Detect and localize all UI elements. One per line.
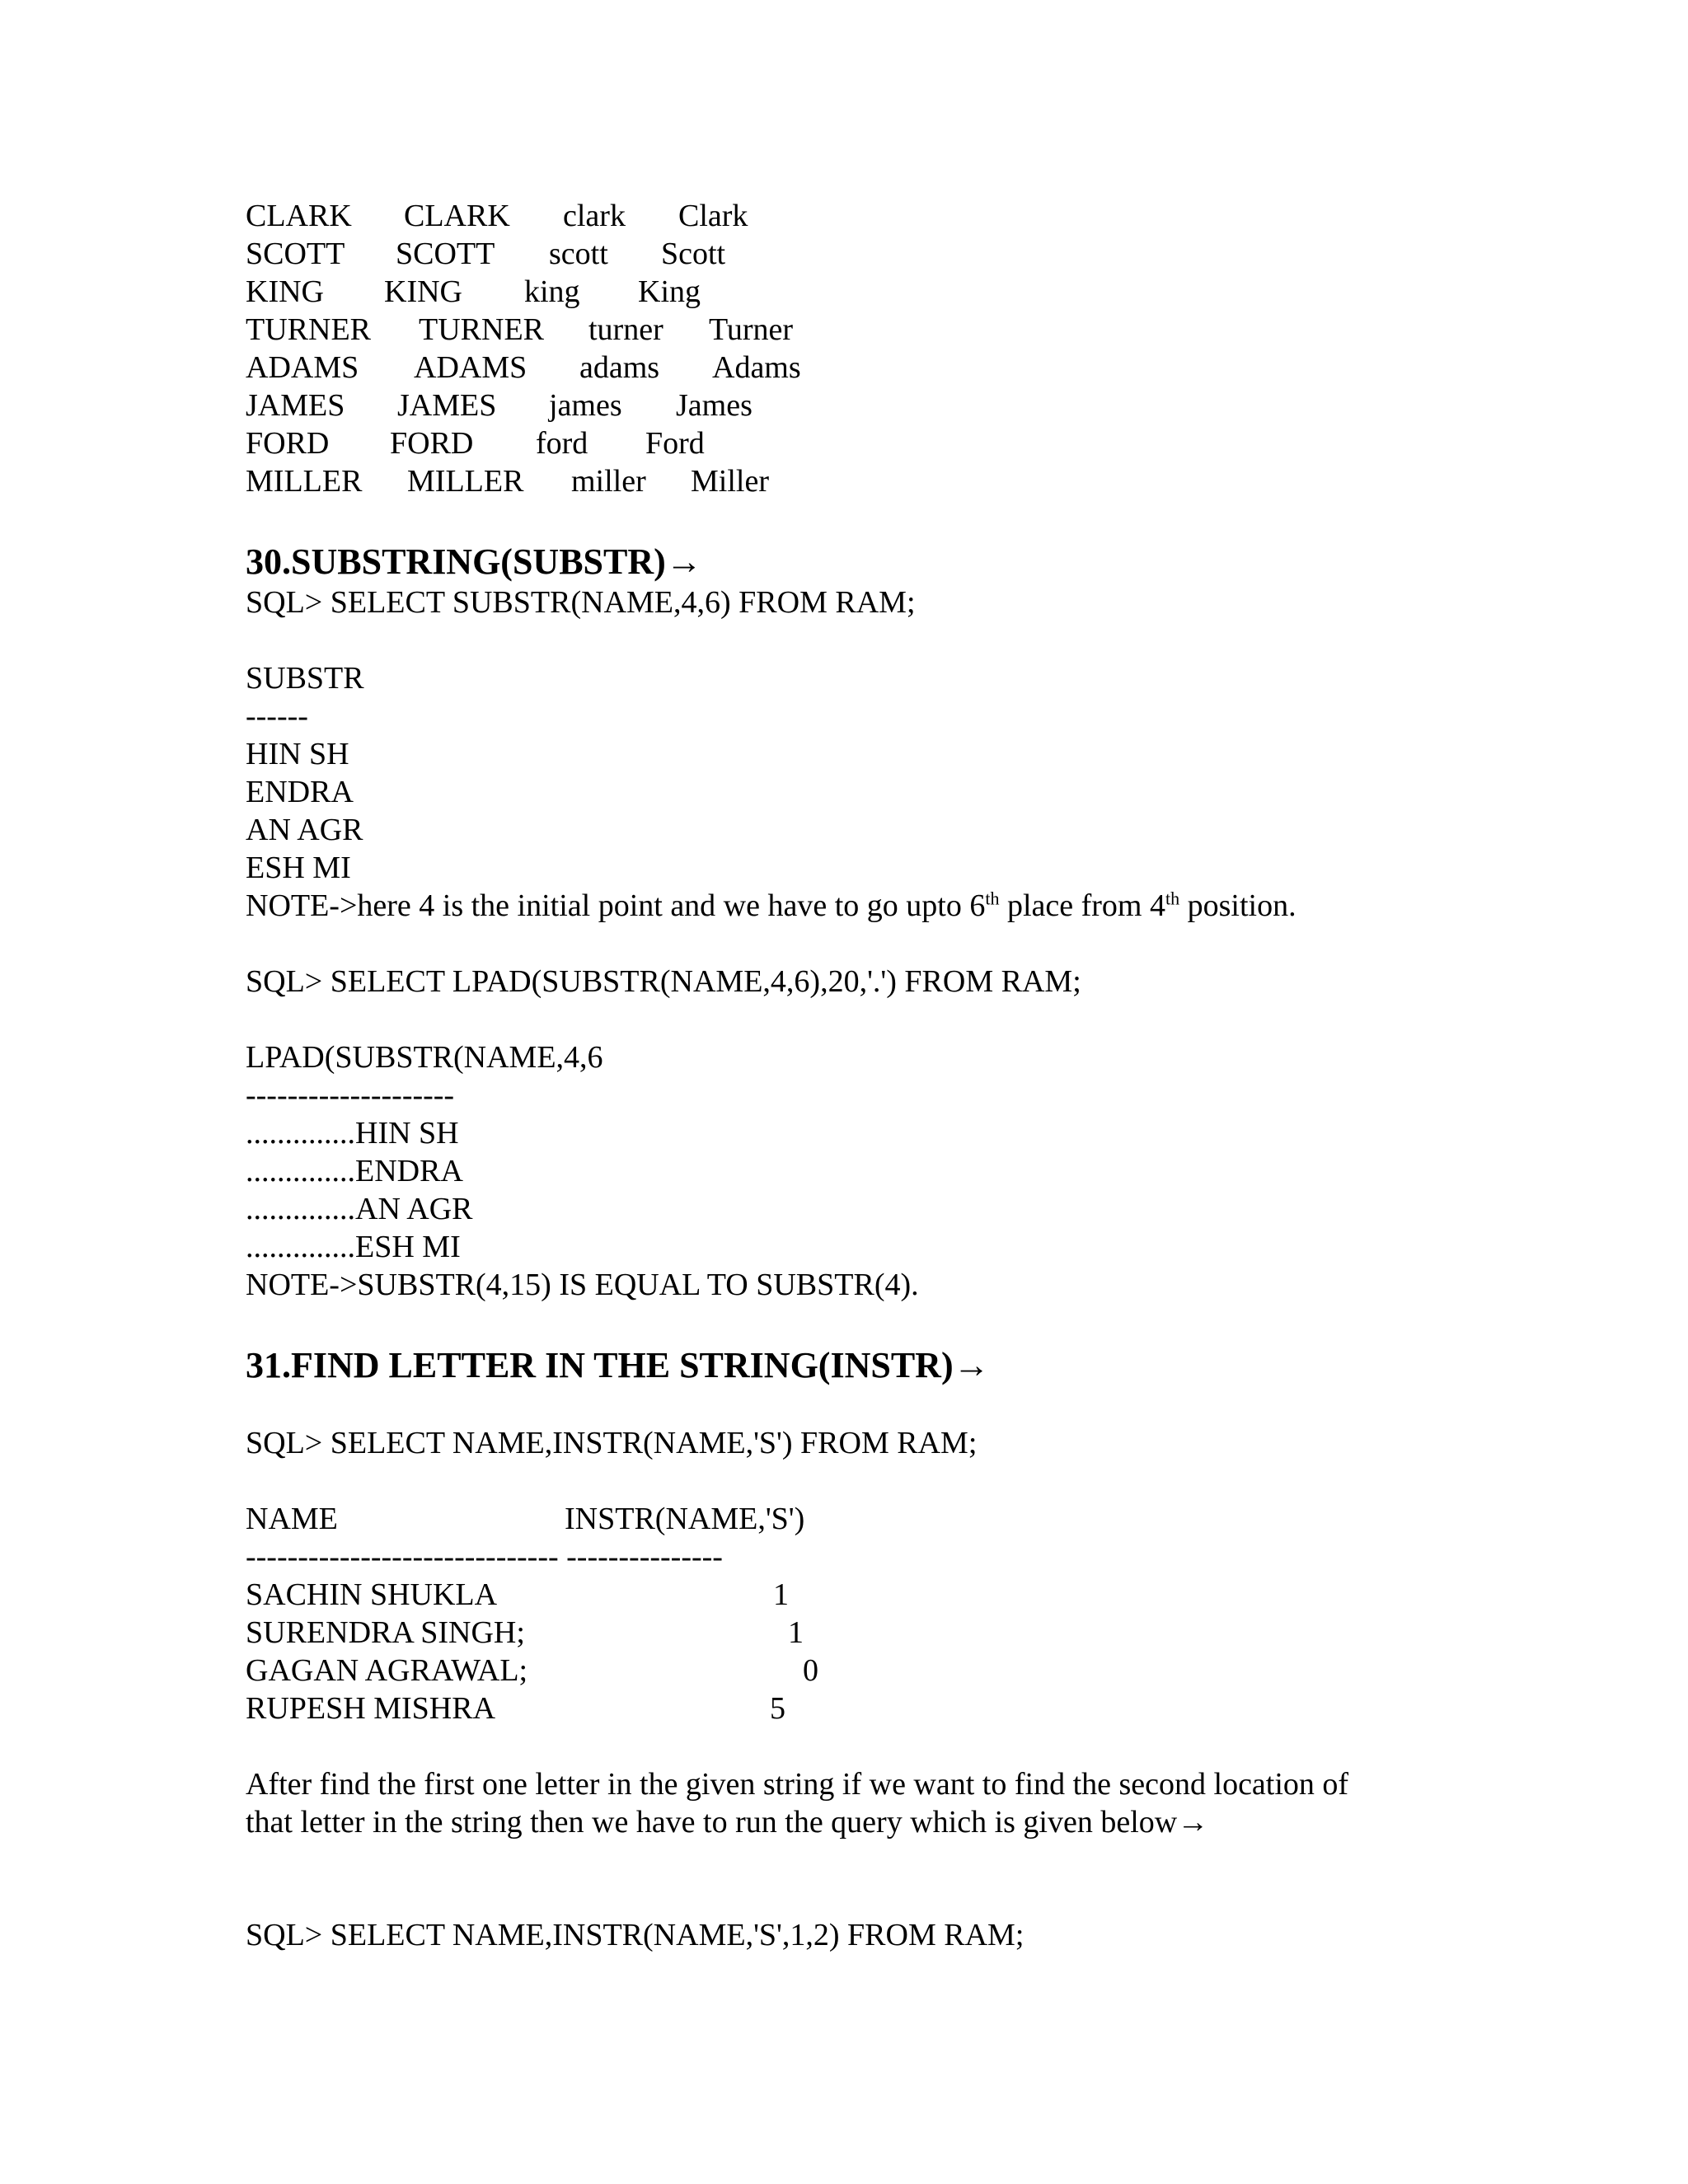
table-cell: 1 xyxy=(788,1615,804,1650)
sql-query: SQL> SELECT NAME,INSTR(NAME,'S',1,2) FROM RAM; xyxy=(246,1918,1025,1952)
note-text: NOTE->SUBSTR(4,15) IS EQUAL TO SUBSTR(4). xyxy=(246,1268,919,1302)
result-row: ..............ENDRA xyxy=(246,1154,463,1188)
table-cell: JAMES xyxy=(246,388,345,423)
table-cell: King xyxy=(638,274,701,309)
table-cell: Ford xyxy=(645,426,705,461)
table-cell: JAMES xyxy=(397,388,497,423)
paragraph-text: that letter in the string then we have to run the query which is given below xyxy=(246,1805,1178,1840)
table-cell: adams xyxy=(579,350,660,385)
table-cell: ADAMS xyxy=(246,350,359,385)
table-cell: FORD xyxy=(246,426,330,461)
table-cell: SCOTT xyxy=(396,237,495,271)
result-row: AN AGR xyxy=(246,813,363,847)
note-part: NOTE->here 4 is the initial point and we have to go upto 6 xyxy=(246,888,986,923)
section-heading-instr xyxy=(246,1344,990,1387)
arrow-right-icon: → xyxy=(1177,1805,1209,1840)
column-separator: ------ xyxy=(246,699,308,733)
table-cell: CLARK xyxy=(404,199,510,233)
sql-query: SQL> SELECT SUBSTR(NAME,4,6) FROM RAM; xyxy=(246,585,916,620)
table-cell: Clark xyxy=(678,199,748,233)
table-cell: SURENDRA SINGH; xyxy=(246,1615,525,1650)
column-header: NAME xyxy=(246,1502,338,1536)
table-cell: clark xyxy=(563,199,626,233)
paragraph-line: After find the first one letter in the given string if we want to find the second location of xyxy=(246,1767,1349,1802)
result-row: ESH MI xyxy=(246,851,351,885)
result-row: ..............HIN SH xyxy=(246,1116,459,1151)
table-cell: TURNER xyxy=(419,312,544,347)
result-row: ..............ESH MI xyxy=(246,1230,461,1264)
table-cell: 1 xyxy=(773,1577,789,1612)
table-cell: ford xyxy=(536,426,588,461)
table-cell: FORD xyxy=(390,426,474,461)
result-row: HIN SH xyxy=(246,737,349,771)
table-cell: miller xyxy=(571,464,646,499)
heading-text: 31.FIND LETTER IN THE STRING(INSTR) xyxy=(246,1345,954,1385)
table-cell: KING xyxy=(384,274,462,309)
table-cell: CLARK xyxy=(246,199,352,233)
table-cell: Turner xyxy=(709,312,794,347)
table-cell: SCOTT xyxy=(246,237,345,271)
column-header: LPAD(SUBSTR(NAME,4,6 xyxy=(246,1040,603,1075)
table-cell: Miller xyxy=(691,464,769,499)
section-heading-substring xyxy=(246,541,702,583)
table-cell: TURNER xyxy=(246,312,371,347)
note-part: place from 4 xyxy=(999,888,1165,923)
column-header: SUBSTR xyxy=(246,661,364,696)
table-cell: ADAMS xyxy=(414,350,528,385)
table-cell: Adams xyxy=(712,350,801,385)
table-cell: MILLER xyxy=(407,464,524,499)
column-header: INSTR(NAME,'S') xyxy=(565,1502,805,1536)
note-superscript: th xyxy=(985,888,1000,909)
arrow-right-icon: → xyxy=(953,1345,990,1385)
table-cell: MILLER xyxy=(246,464,363,499)
table-cell: Scott xyxy=(661,237,726,271)
paragraph-line xyxy=(246,1803,1208,1841)
arrow-right-icon: → xyxy=(665,541,702,582)
table-cell: 5 xyxy=(770,1691,785,1726)
note-superscript: th xyxy=(1165,888,1180,909)
table-cell: GAGAN AGRAWAL; xyxy=(246,1653,528,1688)
table-cell: james xyxy=(549,388,622,423)
table-cell: James xyxy=(676,388,753,423)
column-separator: ------------------------------ --------------- xyxy=(246,1540,723,1574)
note-text xyxy=(246,887,1296,925)
table-cell: king xyxy=(524,274,580,309)
table-cell: SACHIN SHUKLA xyxy=(246,1577,498,1612)
result-row: ..............AN AGR xyxy=(246,1192,473,1226)
table-cell: scott xyxy=(549,237,608,271)
sql-query: SQL> SELECT NAME,INSTR(NAME,'S') FROM RAM; xyxy=(246,1426,978,1460)
heading-text: 30.SUBSTRING(SUBSTR) xyxy=(246,541,666,582)
table-cell: turner xyxy=(588,312,663,347)
table-cell: KING xyxy=(246,274,324,309)
note-part: position. xyxy=(1179,888,1296,923)
result-row: ENDRA xyxy=(246,775,354,809)
table-cell: RUPESH MISHRA xyxy=(246,1691,496,1726)
sql-query: SQL> SELECT LPAD(SUBSTR(NAME,4,6),20,'.') FROM RAM; xyxy=(246,964,1081,999)
column-separator: -------------------- xyxy=(246,1078,455,1113)
table-cell: 0 xyxy=(803,1653,818,1688)
